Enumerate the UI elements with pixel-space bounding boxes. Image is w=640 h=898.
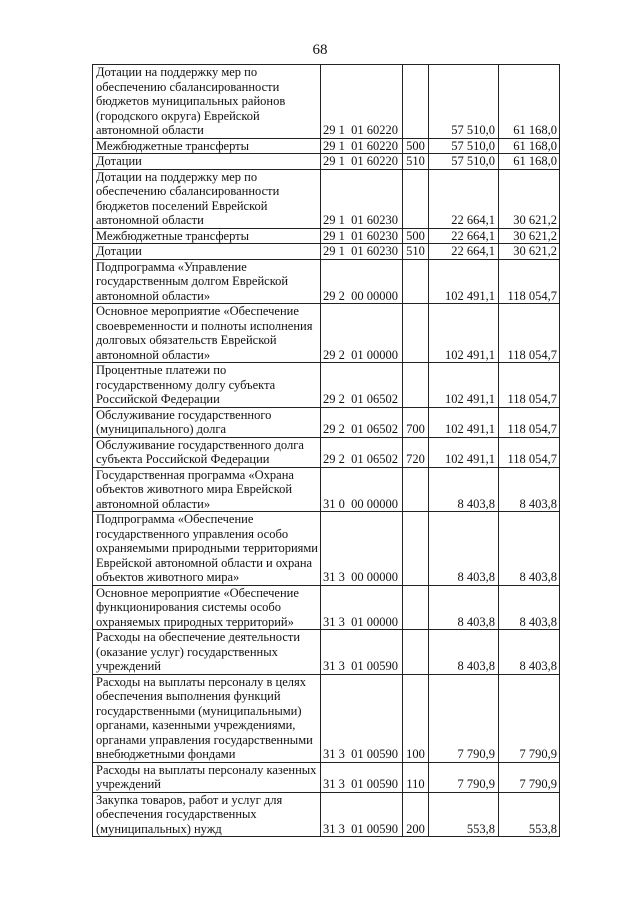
row-expense-type xyxy=(403,169,429,228)
row-target-code: 29 1 01 60220 xyxy=(321,65,403,139)
row-amount-year-1: 8 403,8 xyxy=(429,630,499,675)
table-row xyxy=(93,792,560,837)
table-row xyxy=(93,407,560,437)
row-target-code: 31 3 01 00590 xyxy=(321,762,403,792)
table-row xyxy=(93,138,560,154)
row-amount-year-2: 61 168,0 xyxy=(499,65,560,139)
row-target-code: 31 3 01 00590 xyxy=(321,674,403,762)
row-amount-year-1: 7 790,9 xyxy=(429,674,499,762)
row-name: Дотации на поддержку мер по обеспечению сбалансированности бюджетов поселений Еврейской автономной области xyxy=(93,169,321,228)
row-expense-type xyxy=(403,363,429,408)
row-name: Процентные платежи по государственному долгу субъекта Российской Федерации xyxy=(93,363,321,408)
row-amount-year-2: 61 168,0 xyxy=(499,154,560,170)
row-amount-year-1: 8 403,8 xyxy=(429,585,499,630)
row-target-code: 29 2 00 00000 xyxy=(321,259,403,304)
row-amount-year-1: 102 491,1 xyxy=(429,407,499,437)
row-expense-type: 200 xyxy=(403,792,429,837)
row-expense-type: 720 xyxy=(403,437,429,467)
row-expense-type: 510 xyxy=(403,154,429,170)
row-expense-type: 700 xyxy=(403,407,429,437)
row-amount-year-2: 118 054,7 xyxy=(499,363,560,408)
row-expense-type: 500 xyxy=(403,138,429,154)
table-row xyxy=(93,512,560,586)
row-expense-type: 100 xyxy=(403,674,429,762)
row-target-code: 29 2 01 06502 xyxy=(321,363,403,408)
row-target-code: 31 3 00 00000 xyxy=(321,512,403,586)
row-name: Дотации xyxy=(93,244,321,260)
row-name: Обслуживание государственного (муниципального) долга xyxy=(93,407,321,437)
row-expense-type: 110 xyxy=(403,762,429,792)
row-expense-type: 510 xyxy=(403,244,429,260)
table-row xyxy=(93,762,560,792)
row-amount-year-2: 118 054,7 xyxy=(499,259,560,304)
row-name: Основное мероприятие «Обеспечение функционирования системы особо охраняемых природных территорий» xyxy=(93,585,321,630)
row-expense-type: 500 xyxy=(403,228,429,244)
row-target-code: 29 1 01 60220 xyxy=(321,138,403,154)
row-name: Основное мероприятие «Обеспечение своевременности и полноты исполнения долговых обязательств Еврейской автономной области» xyxy=(93,304,321,363)
row-target-code: 29 2 01 06502 xyxy=(321,437,403,467)
table-row xyxy=(93,304,560,363)
row-amount-year-1: 22 664,1 xyxy=(429,244,499,260)
row-amount-year-2: 118 054,7 xyxy=(499,407,560,437)
row-target-code: 29 2 01 00000 xyxy=(321,304,403,363)
table-row xyxy=(93,259,560,304)
row-expense-type xyxy=(403,512,429,586)
row-amount-year-1: 57 510,0 xyxy=(429,65,499,139)
row-amount-year-1: 57 510,0 xyxy=(429,138,499,154)
row-amount-year-2: 118 054,7 xyxy=(499,437,560,467)
row-amount-year-1: 102 491,1 xyxy=(429,259,499,304)
row-amount-year-2: 8 403,8 xyxy=(499,467,560,512)
row-amount-year-1: 22 664,1 xyxy=(429,169,499,228)
row-amount-year-1: 22 664,1 xyxy=(429,228,499,244)
row-expense-type xyxy=(403,467,429,512)
row-expense-type xyxy=(403,630,429,675)
row-expense-type xyxy=(403,259,429,304)
row-amount-year-1: 8 403,8 xyxy=(429,512,499,586)
row-name: Государственная программа «Охрана объектов животного мира Еврейской автономной области» xyxy=(93,467,321,512)
row-amount-year-1: 8 403,8 xyxy=(429,467,499,512)
row-name: Расходы на обеспечение деятельности (оказание услуг) государственных учреждений xyxy=(93,630,321,675)
page-number: 68 xyxy=(312,42,328,58)
row-name: Расходы на выплаты персоналу в целях обеспечения выполнения функций государственными (муниципальными) органами, казенными учреждениями, органами управления государственными внебюджетными фондами xyxy=(93,674,321,762)
row-target-code: 31 3 01 00590 xyxy=(321,630,403,675)
row-amount-year-2: 30 621,2 xyxy=(499,228,560,244)
table-row xyxy=(93,437,560,467)
row-amount-year-2: 118 054,7 xyxy=(499,304,560,363)
row-amount-year-2: 8 403,8 xyxy=(499,512,560,586)
row-target-code: 31 0 00 00000 xyxy=(321,467,403,512)
row-amount-year-2: 553,8 xyxy=(499,792,560,837)
row-target-code: 29 1 01 60220 xyxy=(321,154,403,170)
row-amount-year-2: 8 403,8 xyxy=(499,630,560,675)
row-amount-year-2: 30 621,2 xyxy=(499,169,560,228)
table-row xyxy=(93,467,560,512)
row-amount-year-2: 7 790,9 xyxy=(499,762,560,792)
table-row xyxy=(93,228,560,244)
row-amount-year-1: 102 491,1 xyxy=(429,363,499,408)
row-name: Межбюджетные трансферты xyxy=(93,138,321,154)
row-target-code: 29 1 01 60230 xyxy=(321,244,403,260)
row-name: Дотации на поддержку мер по обеспечению сбалансированности бюджетов муниципальных районов (городского округа) Еврейской автономной области xyxy=(93,65,321,139)
row-name: Подпрограмма «Управление государственным долгом Еврейской автономной области» xyxy=(93,259,321,304)
row-amount-year-1: 102 491,1 xyxy=(429,304,499,363)
row-amount-year-2: 7 790,9 xyxy=(499,674,560,762)
row-target-code: 31 3 01 00000 xyxy=(321,585,403,630)
row-amount-year-2: 30 621,2 xyxy=(499,244,560,260)
table-row xyxy=(93,674,560,762)
table-row xyxy=(93,65,560,139)
row-target-code: 29 2 01 06502 xyxy=(321,407,403,437)
row-amount-year-2: 8 403,8 xyxy=(499,585,560,630)
row-name: Обслуживание государственного долга субъекта Российской Федерации xyxy=(93,437,321,467)
table-row xyxy=(93,630,560,675)
row-amount-year-1: 7 790,9 xyxy=(429,762,499,792)
row-name: Межбюджетные трансферты xyxy=(93,228,321,244)
row-expense-type xyxy=(403,65,429,139)
row-target-code: 31 3 01 00590 xyxy=(321,792,403,837)
row-name: Закупка товаров, работ и услуг для обеспечения государственных (муниципальных) нужд xyxy=(93,792,321,837)
row-target-code: 29 1 01 60230 xyxy=(321,228,403,244)
table-row xyxy=(93,363,560,408)
row-amount-year-1: 102 491,1 xyxy=(429,437,499,467)
row-expense-type xyxy=(403,585,429,630)
row-amount-year-2: 61 168,0 xyxy=(499,138,560,154)
row-target-code: 29 1 01 60230 xyxy=(321,169,403,228)
row-name: Дотации xyxy=(93,154,321,170)
row-name: Расходы на выплаты персоналу казенных учреждений xyxy=(93,762,321,792)
row-amount-year-1: 57 510,0 xyxy=(429,154,499,170)
table-row xyxy=(93,154,560,170)
row-amount-year-1: 553,8 xyxy=(429,792,499,837)
row-expense-type xyxy=(403,304,429,363)
row-name: Подпрограмма «Обеспечение государственного управления особо охраняемыми природными территориями Еврейской автономной области и охрана объектов животного мира» xyxy=(93,512,321,586)
budget-table xyxy=(92,64,560,837)
table-row xyxy=(93,585,560,630)
table-row xyxy=(93,169,560,228)
table-row xyxy=(93,244,560,260)
